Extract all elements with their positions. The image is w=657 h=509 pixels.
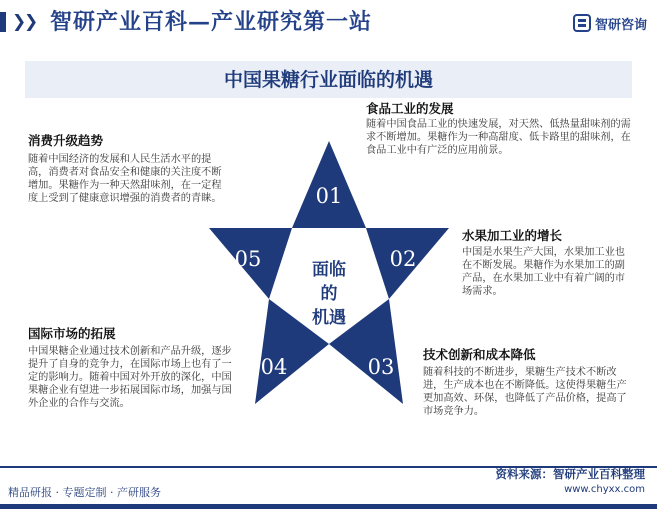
section-number-03: 03 — [367, 355, 395, 379]
section-title-04: 国际市场的拓展 — [28, 326, 116, 341]
brand-name: 智研咨询 — [594, 17, 647, 33]
section-body-02: 中国是水果生产大国，水果加工业也在不断发展。果糖作为水果加工的副产品，在水果加工业中有着广阔的市场需求。 — [462, 247, 625, 297]
section-body-01: 随着中国食品工业的快速发展，对天然、低热量甜味剂的需求不断增加。果糖作为一种高甜度、低卡路里的甜味剂，在食品工业中有广泛的应用前景。 — [366, 119, 631, 156]
section-title-05: 消费升级趋势 — [28, 133, 104, 148]
section-number-05: 05 — [234, 247, 262, 271]
footer-url[interactable]: www.chyxx.com — [564, 484, 645, 495]
center-label-line-3: 机遇 — [312, 308, 346, 328]
section-title-03: 技术创新和成本降低 — [423, 347, 536, 362]
section-title-02: 水果加工业的增长 — [462, 228, 563, 243]
chevron-right-icon: ❯ — [24, 12, 39, 32]
footer-stripe — [0, 504, 657, 509]
section-title-01: 食品工业的发展 — [366, 101, 454, 116]
center-label-line-2: 的 — [320, 284, 338, 304]
site-title: 智研产业百科—产业研究第一站 — [50, 9, 373, 35]
section-body-03: 随着科技的不断进步，果糖生产技术不断改进，生产成本也在不断降低。这使得果糖生产更加高效、环保，也降低了产品价格，提高了市场竞争力。 — [423, 367, 627, 417]
section-body-04: 中国果糖企业通过技术创新和产品升级，逐步提升了自身的竞争力，在国际市场上也有了一定的影响力。随着中国对外开放的深化，中国果糖企业有望进一步拓展国际市场，加强与国外企业的合作与交流。 — [28, 346, 232, 409]
diagram-title: 中国果糖行业面临的机遇 — [223, 69, 433, 91]
section-body-05: 随着中国经济的发展和人民生活水平的提高，消费者对食品安全和健康的关注度不断增加。果糖作为一种天然甜味剂，在一定程度上受到了健康意识增强的消费者的青睐。 — [28, 154, 222, 204]
section-number-01: 01 — [315, 184, 343, 208]
center-label-line-1: 面临 — [312, 260, 346, 280]
footer-slogan: 精品研报 · 专题定制 · 产研服务 — [8, 486, 161, 499]
chevron-right-icon: ❯ — [12, 12, 27, 32]
source-note: 资料来源：智研产业百科整理 — [495, 467, 645, 481]
section-number-04: 04 — [260, 355, 288, 379]
section-number-02: 02 — [389, 247, 417, 271]
